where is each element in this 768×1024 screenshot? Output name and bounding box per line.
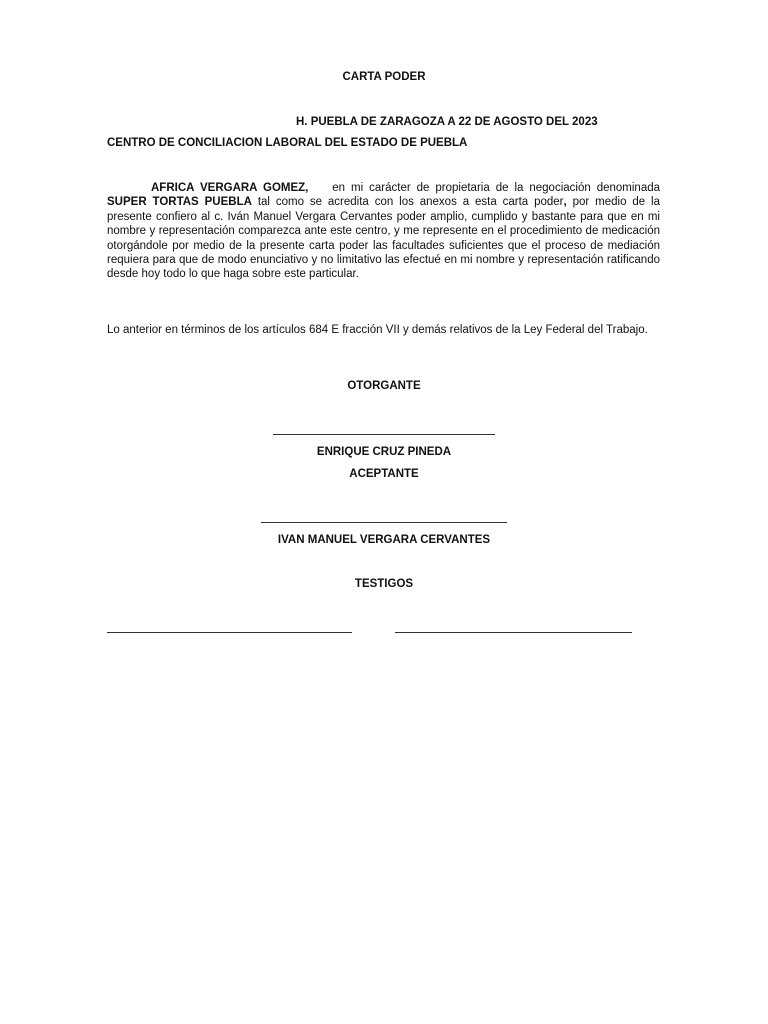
witness-2-signature-line: [395, 632, 632, 633]
acceptor-label: ACEPTANTE: [349, 468, 419, 480]
paragraph1-comma: ,: [563, 196, 567, 209]
acceptor-name: IVAN MANUEL VERGARA CERVANTES: [277, 534, 491, 546]
principal-name: AFRICA VERGARA GOMEZ,: [151, 182, 309, 194]
witnesses-label: TESTIGOS: [354, 578, 414, 590]
body-paragraph-1: [107, 181, 660, 282]
paragraph1-text3: por medio de la presente confiero al c. Iván Manuel Vergara Cervantes poder amplio, cumplido y bastante para que en mi nombre y representación comparezca ante este centro, y me represente en el procedimiento de medicación otorgándole por medio de la presente carta poder las facultades suficientes que el proceso de mediación requiera para que de modo enunciativo y no limitativo las efectué en mi nombre y representación ratificando desde hoy todo lo que haga sobre este particular.: [107, 196, 660, 281]
witness-1-signature-line: [107, 632, 352, 633]
paragraph1-text1: en mi carácter de propietaria de la negociación denominada: [332, 182, 661, 194]
document-title: CARTA PODER: [342, 71, 426, 83]
grantor-signature-line: [273, 434, 495, 435]
business-name: SUPER TORTAS PUEBLA: [107, 196, 252, 209]
acceptor-signature-line: [261, 522, 507, 523]
place-date: H. PUEBLA DE ZARAGOZA A 22 DE AGOSTO DEL 2023: [296, 116, 598, 128]
grantor-name: ENRIQUE CRUZ PINEDA: [316, 446, 452, 458]
paragraph1-text2: tal como se acredita con los anexos a esta carta poder: [257, 196, 564, 209]
addressee: CENTRO DE CONCILIACION LABORAL DEL ESTADO DE PUEBLA: [107, 137, 468, 149]
body-paragraph-2: Lo anterior en términos de los artículos 684 E fracción VII y demás relativos de la Ley Federal del Trabajo.: [107, 324, 648, 336]
grantor-label: OTORGANTE: [347, 380, 421, 392]
